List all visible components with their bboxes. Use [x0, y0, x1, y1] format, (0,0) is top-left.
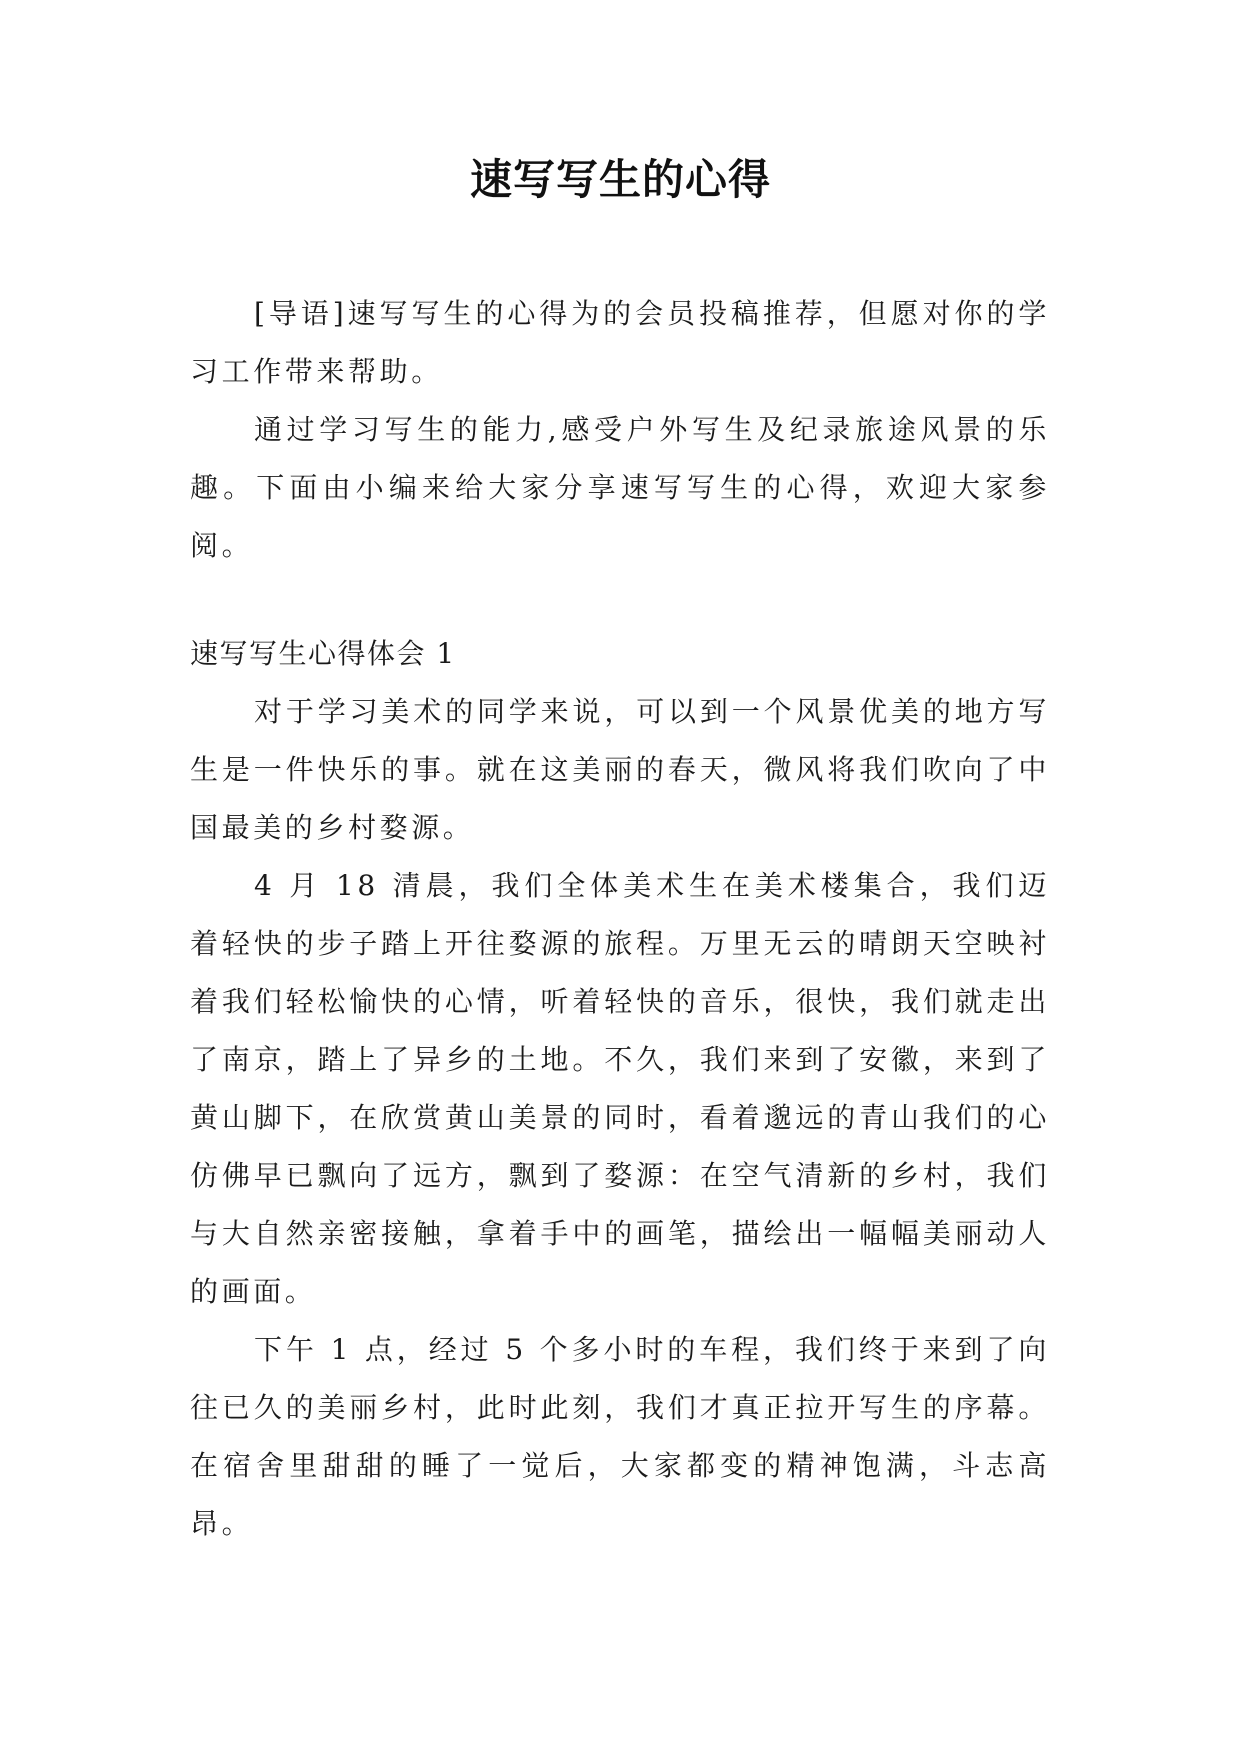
section-heading: 速写写生心得体会 1	[190, 637, 456, 670]
document-title: 速写写生的心得	[469, 155, 771, 204]
intro-paragraph: [导语]速写写生的心得为的会员投稿推荐，但愿对你的学习工作带来帮助。	[190, 297, 1050, 388]
section-paragraph: 4 月 18 清晨，我们全体美术生在美术楼集合，我们迈着轻快的步子踏上开往婺源的旅程。万里无云的晴朗天空映衬着我们轻松愉快的心情，听着轻快的音乐，很快，我们就走出了南京，踏上了异乡的土地。不久，我们来到了安徽，来到了黄山脚下，在欣赏黄山美景的同时，看着邈远的青山我们的心仿佛早已飘向了远方，飘到了婺源：在空气清新的乡村，我们与大自然亲密接触，拿着手中的画笔，描绘出一幅幅美丽动人的画面。	[190, 869, 1050, 1308]
section-paragraph: 对于学习美术的同学来说，可以到一个风景优美的地方写生是一件快乐的事。就在这美丽的春天，微风将我们吹向了中国最美的乡村婺源。	[190, 695, 1050, 844]
document-body	[190, 285, 1050, 1553]
section-paragraph: 下午 1 点，经过 5 个多小时的车程，我们终于来到了向往已久的美丽乡村，此时此刻，我们才真正拉开写生的序幕。在宿舍里甜甜的睡了一觉后，大家都变的精神饱满，斗志高昂。	[190, 1333, 1050, 1540]
intro-paragraph: 通过学习写生的能力,感受户外写生及纪录旅途风景的乐趣。下面由小编来给大家分享速写写生的心得，欢迎大家参阅。	[190, 413, 1050, 562]
